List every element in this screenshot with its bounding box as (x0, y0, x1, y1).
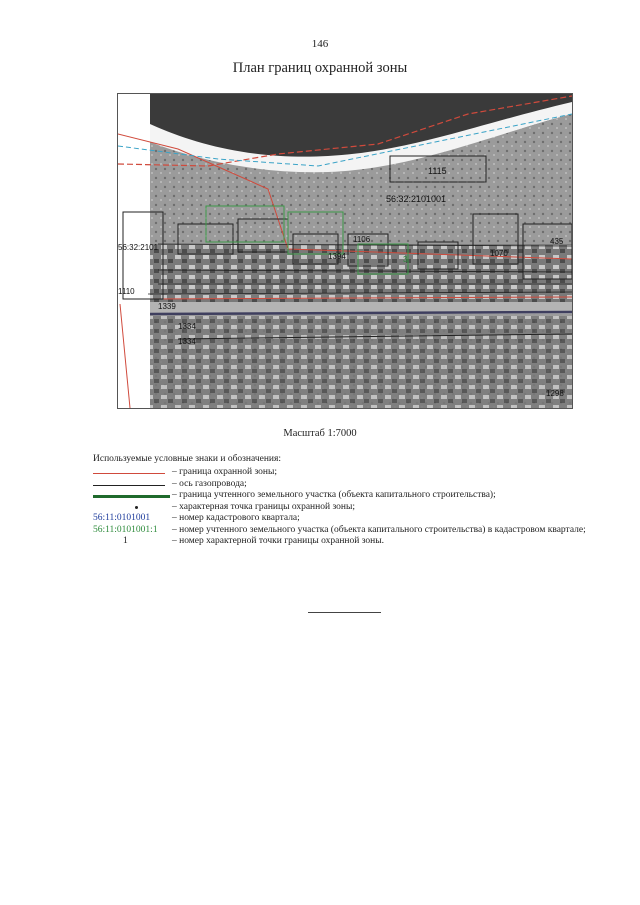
settlement-south (150, 316, 572, 408)
legend (93, 454, 593, 548)
legend-heading: Используемые условные знаки и обозначения: (93, 454, 282, 464)
point-number-sample: 1 (123, 536, 128, 546)
legend-row-zone-boundary (93, 467, 593, 479)
legend-text: – характерная точка границы охранной зоны; (172, 501, 355, 512)
footer-rule (308, 612, 381, 613)
legend-text: – номер учтенного земельного участка (объекта капитального строительства) в кадастровом квартале; (172, 524, 586, 535)
page-number: 146 (311, 38, 329, 50)
map-label-1106: 1106 (353, 235, 371, 244)
parcel-boundary-swatch (93, 490, 173, 502)
parcel-number-sample: 56:11:0101001:1 (93, 524, 158, 535)
page-title: План границ охранной зоны (232, 60, 408, 76)
legend-row-quarter-number (93, 513, 593, 525)
quarter-number-sample: 56:11:0101001 (93, 513, 151, 523)
cadastral-map (117, 93, 573, 409)
legend-row-parcel-boundary (93, 490, 593, 502)
map-label-1115: 1115 (428, 166, 447, 176)
map-label-1334-a: 1334 (178, 322, 196, 331)
legend-text: – номер кадастрового квартала; (172, 513, 300, 523)
legend-text: – ось газопровода; (172, 478, 247, 489)
scale-label: Масштаб 1:7000 (283, 428, 357, 439)
legend-row-parcel-number (93, 525, 593, 537)
zone-boundary-swatch (93, 467, 173, 479)
map-label-1334-b: 1334 (178, 337, 196, 346)
map-svg (118, 94, 572, 408)
map-label-quarter: 56:32:2101001 (386, 194, 447, 204)
map-label-3: 3 (403, 255, 408, 264)
legend-text: – номер характерной точки границы охранной зоны. (172, 536, 384, 546)
legend-row-point-number (93, 536, 593, 548)
map-label-1070: 1070 (490, 249, 508, 258)
gas-axis-swatch (93, 479, 173, 491)
legend-text: – граница охранной зоны; (172, 467, 277, 477)
map-label-1394: 1394 (328, 252, 346, 261)
map-label-1298: 1298 (546, 389, 564, 398)
point-dot-icon (93, 502, 173, 514)
map-label-1110: 1110 (118, 287, 135, 296)
legend-row-gas-axis (93, 479, 593, 491)
legend-text: – граница учтенного земельного участка (объекта капитального строительства); (172, 490, 496, 500)
map-label-1339: 1339 (158, 302, 176, 311)
map-label-435: 435 (550, 237, 564, 246)
legend-row-characteristic-point (93, 502, 593, 514)
map-label-quarter-left: 56:32:2101 (118, 243, 159, 252)
